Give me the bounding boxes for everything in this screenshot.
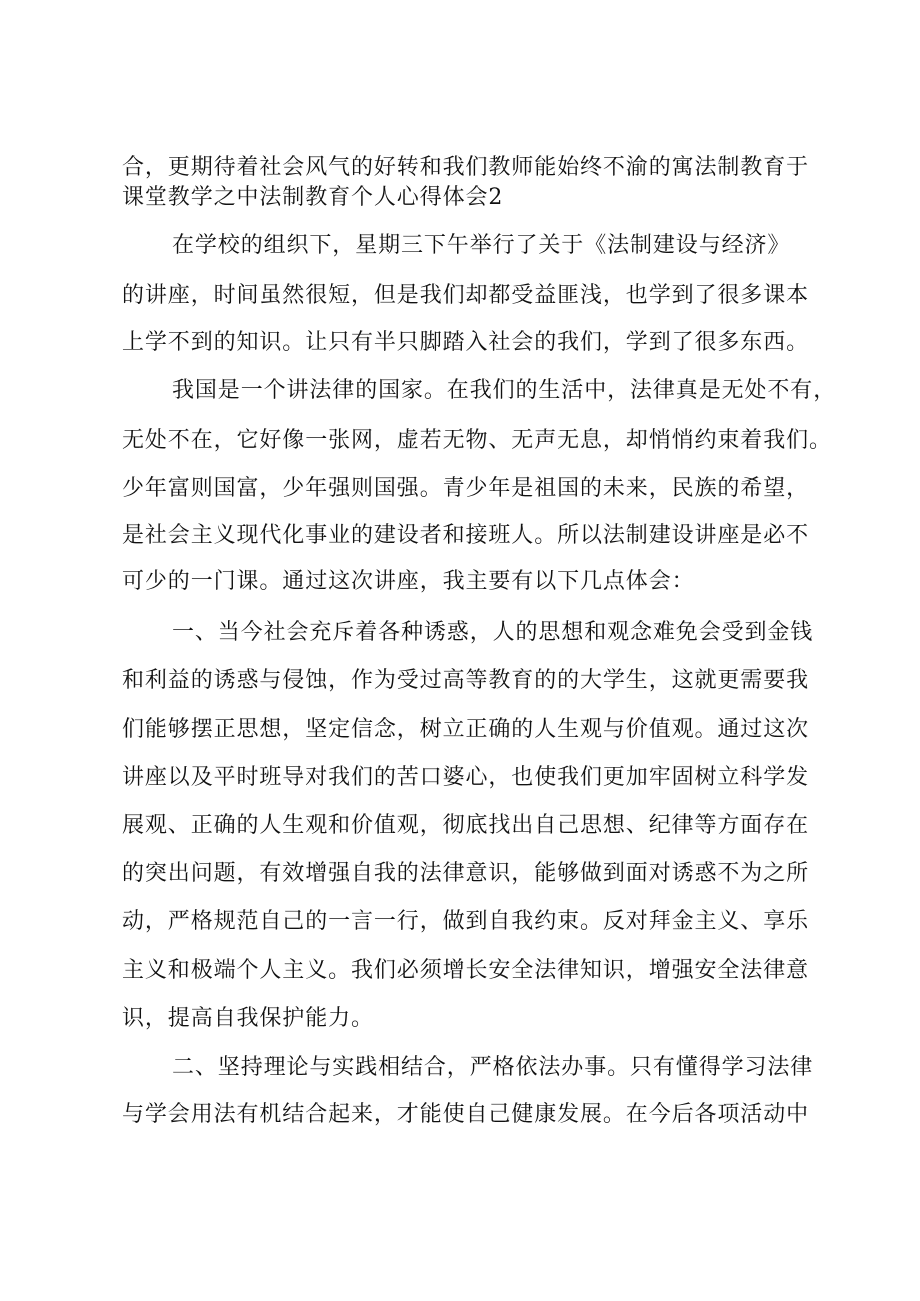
text-line-3: 在学校的组织下，星期三下午举行了关于《法制建设与经济》 (172, 233, 791, 258)
text-line-11: 一、当今社会充斥着各种诱惑，人的思想和观念难免会受到金钱 (172, 620, 814, 645)
text-line-16: 的突出问题，有效增强自我的法律意识，能够做到面对诱惑不为之所 (122, 861, 810, 886)
text-line-12: 和利益的诱惑与侵蚀，作为受过高等教育的的大学生，这就更需要我 (122, 668, 810, 693)
text-line-1: 合，更期待着社会风气的好转和我们教师能始终不渝的寓法制教育于 (122, 155, 810, 180)
text-line-5: 上学不到的知识。让只有半只脚踏入社会的我们，学到了很多东西。 (122, 330, 810, 355)
text-line-17: 动，严格规范自己的一言一行，做到自我约束。反对拜金主义、享乐 (122, 909, 810, 934)
text-line-14: 讲座以及平时班导对我们的苦口婆心，也使我们更加牢固树立科学发 (122, 765, 810, 790)
text-line-4: 的讲座，时间虽然很短，但是我们却都受益匪浅，也学到了很多课本 (122, 283, 810, 308)
text-line-6: 我国是一个讲法律的国家。在我们的生活中，法律真是无处不有， (172, 378, 837, 403)
text-line-18: 主义和极端个人主义。我们必须增长安全法律知识，增强安全法律意 (122, 958, 810, 983)
text-line-10: 可少的一门课。通过这次讲座，我主要有以下几点体会： (122, 569, 695, 594)
text-line-2: 课堂教学之中法制教育个人心得体会2 (122, 185, 504, 210)
text-line-13: 们能够摆正思想，坚定信念，树立正确的人生观与价值观。通过这次 (122, 717, 810, 742)
text-line-8: 少年富则国富，少年强则国强。青少年是祖国的未来，民族的希望， (122, 476, 810, 501)
text-line-15: 展观、正确的人生观和价值观，彻底找出自己思想、纪律等方面存在 (122, 813, 810, 838)
text-line-20: 二、坚持理论与实践相结合，严格依法办事。只有懂得学习法律 (172, 1055, 814, 1080)
text-line-19: 识，提高自我保护能力。 (122, 1006, 374, 1031)
text-line-7: 无处不在，它好像一张网，虚若无物、无声无息，却悄悄约束着我们。 (122, 428, 832, 453)
text-line-21: 与学会用法有机结合起来，才能使自己健康发展。在今后各项活动中 (122, 1102, 810, 1127)
text-line-9: 是社会主义现代化事业的建设者和接班人。所以法制建设讲座是必不 (122, 523, 810, 548)
